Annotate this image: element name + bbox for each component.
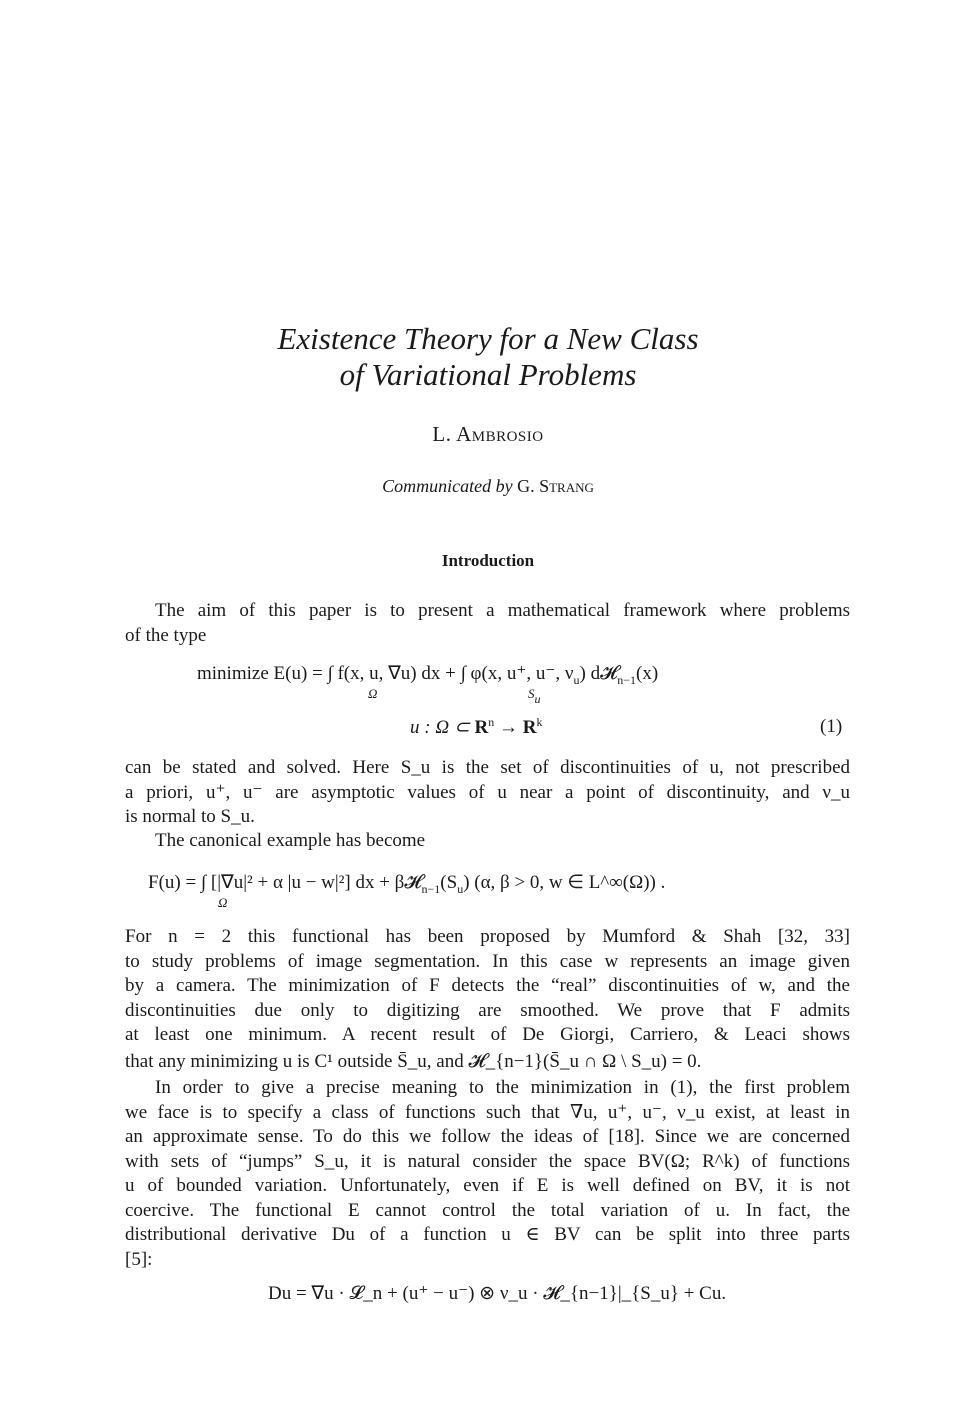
equation-1-number: (1)	[820, 716, 843, 737]
para5-line-2: we face is to specify a class of functions such that ∇u, u⁺, u⁻, ν_u exist, at least in	[125, 1102, 850, 1123]
eq1-lhs-tail: ) d𝓗	[579, 663, 618, 684]
para2-line-3: is normal to S_u.	[125, 806, 255, 827]
communicator-name: G. Strang	[517, 476, 594, 496]
eq1-rn: R	[474, 717, 489, 738]
para4-line-6: that any minimizing u is C¹ outside S̄_u, and 𝓗_{n−1}(S̄_u ∩ Ω \ S_u) = 0.	[125, 1051, 702, 1072]
para5-line-5: u of bounded variation. Unfortunately, even if E is well defined on BV, it is not	[125, 1175, 850, 1196]
eq1-rn-sup: n	[488, 715, 495, 729]
communicated-by	[0, 476, 976, 497]
para2-line-2: a priori, u⁺, u⁻ are asymptotic values of u near a point of discontinuity, and ν_u	[125, 782, 850, 803]
eq2-h-sub: n−1	[421, 882, 441, 896]
eq1-nu-sub: u	[573, 673, 580, 687]
equation-2-main	[148, 871, 665, 894]
para5-line-7: distributional derivative Du of a function u ∈ BV can be split into three parts	[125, 1224, 850, 1245]
para2-line-1: can be stated and solved. Here S_u is the set of discontinuities of u, not prescribed	[125, 757, 850, 778]
eq1-lower-s	[528, 686, 541, 706]
equation-3: Du = ∇u · 𝓛_n + (u⁺ − u⁻) ⊗ ν_u · 𝓗_{n−1}|_{S_u} + Cu.	[268, 1283, 727, 1304]
eq2-s-sub: u	[457, 882, 464, 896]
equation-1-domain	[410, 716, 542, 739]
author-name: L. Ambrosio	[432, 422, 544, 446]
eq1-rk-sup: k	[536, 715, 543, 729]
eq1-lower-omega: Ω	[368, 686, 378, 701]
eq2-lower-omega: Ω	[218, 895, 228, 910]
title-line-1: Existence Theory for a New Class	[277, 321, 699, 356]
para4-line-3: by a camera. The minimization of F detects the “real” discontinuities of w, and the	[125, 975, 850, 996]
eq2-tail: (S	[440, 872, 458, 893]
section-heading: Introduction	[441, 551, 535, 570]
para5-line-6: coercive. The functional E cannot control the total variation of u. In fact, the	[125, 1200, 850, 1221]
title-line-2: of Variational Problems	[339, 357, 637, 392]
eq1-lhs-end: (x)	[636, 663, 659, 684]
para4-line-2: to study problems of image segmentation. In this case w represents an image given	[125, 951, 850, 972]
equation-1-main	[197, 662, 658, 685]
para1-line-1: The aim of this paper is to present a mathematical framework where problems	[155, 600, 850, 621]
eq1-domain: u : Ω ⊂	[410, 717, 475, 738]
eq2-text: F(u) = ∫ [|∇u|² + α |u − w|²] dx + β𝓗	[148, 872, 422, 893]
para5-line-4: with sets of “jumps” S_u, it is natural consider the space BV(Ω; R^k) of functions	[125, 1151, 850, 1172]
para5-line-1: In order to give a precise meaning to the minimization in (1), the first problem	[155, 1077, 850, 1098]
eq1-arrow: →	[494, 717, 523, 738]
para4-line-1: For n = 2 this functional has been proposed by Mumford & Shah [32, 33]	[125, 926, 850, 947]
para4-line-5: at least one minimum. A recent result of De Giorgi, Carriero, & Leaci shows	[125, 1024, 850, 1045]
eq1-rk: R	[522, 717, 537, 738]
eq1-lower-s-letter: S	[528, 686, 535, 701]
para5-line-8: [5]:	[125, 1249, 153, 1270]
para5-line-3: an approximate sense. To do this we follow the ideas of [18]. Since we are concerned	[125, 1126, 850, 1147]
para4-line-4: discontinuities due only to digitizing are smoothed. We prove that F admits	[125, 1000, 850, 1021]
para3-line: The canonical example has become	[155, 830, 426, 851]
eq1-lower-s-sub: u	[534, 692, 541, 706]
eq2-end: ) (α, β > 0, w ∈ L^∞(Ω)) .	[463, 872, 666, 893]
para1-line-2: of the type	[125, 625, 207, 646]
eq1-h-sub: n−1	[617, 673, 636, 687]
eq1-lhs: minimize E(u) = ∫ f(x, u, ∇u) dx + ∫ φ(x, u⁺, u⁻, ν	[197, 663, 574, 684]
communicated-prefix: Communicated by	[382, 476, 513, 496]
